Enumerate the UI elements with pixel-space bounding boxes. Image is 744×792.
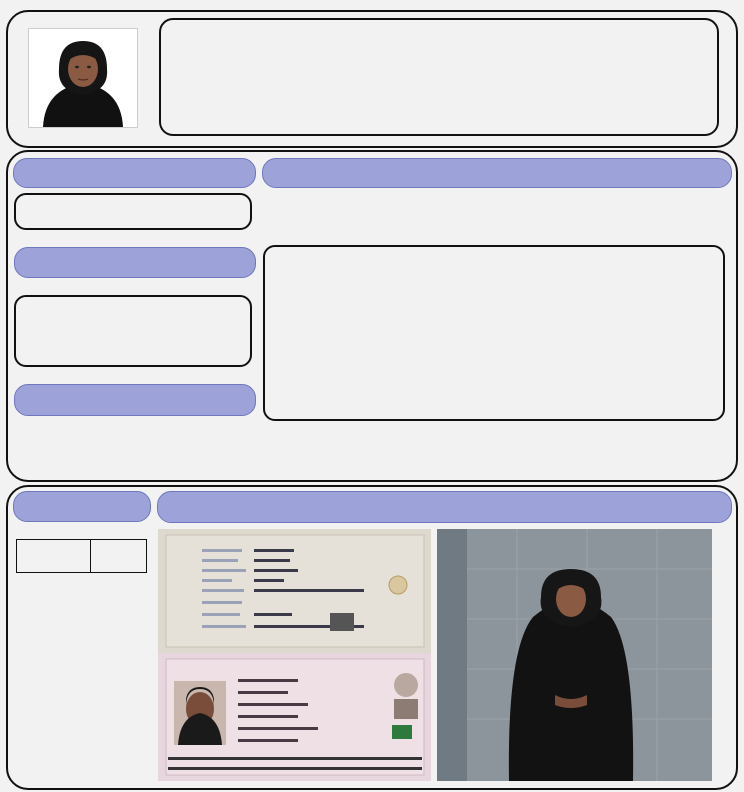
personal-information-header	[262, 158, 732, 188]
work-experience-header	[14, 384, 256, 416]
passport-box	[14, 295, 252, 367]
write-down-header	[157, 491, 732, 523]
language-box	[14, 193, 252, 230]
personal-info-box	[263, 245, 725, 421]
country-column-header	[17, 540, 91, 573]
experience-header	[13, 491, 151, 522]
language-known-header	[13, 158, 256, 188]
full-body-photo	[437, 529, 712, 781]
post-info-box	[159, 18, 719, 136]
passport-details-header	[14, 247, 256, 278]
applicant-photo	[28, 28, 138, 128]
top-panel	[6, 10, 738, 148]
passport-scan-image	[158, 529, 431, 781]
period-column-header	[91, 540, 147, 573]
experience-table	[16, 539, 147, 573]
